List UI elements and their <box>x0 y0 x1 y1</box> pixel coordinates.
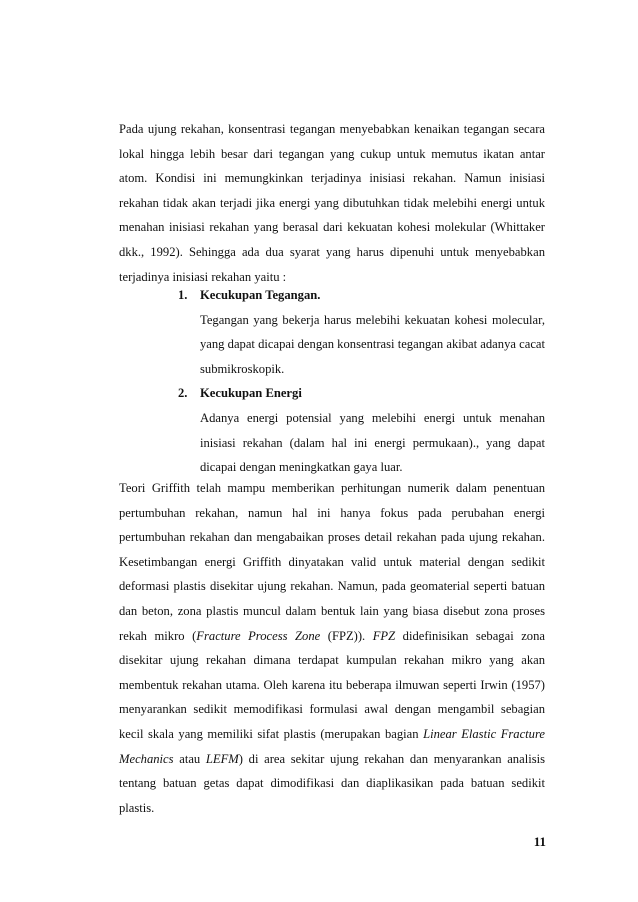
list-item <box>178 283 545 381</box>
list-item-number: 2. <box>178 386 188 401</box>
fpz-term: Fracture Process Zone <box>196 628 321 643</box>
text-run: (FPZ)). <box>320 628 373 643</box>
requirements-list <box>178 283 545 480</box>
text-run: ) di area sekitar ujung rekahan dan menyarankan analisis tentang batuan getas dapat dimodifikasi dan diaplikasikan pada batuan sedikit plastis. <box>119 751 545 815</box>
paragraph-intro: Pada ujung rekahan, konsentrasi tegangan menyebabkan kenaikan tegangan secara lokal hingga lebih besar dari tegangan yang cukup untuk memutus ikatan antar atom. Kondisi ini memungkinkan terjadinya inisiasi rekahan. Namun inisiasi rekahan tidak akan terjadi jika energi yang dibutuhkan tidak melebihi energi untuk menahan inisiasi rekahan yang berasal dari kekuatan kohesi molekular (Whittaker dkk., 1992). Sehingga ada dua syarat yang harus dipenuhi untuk menyebabkan terjadinya inisiasi rekahan yaitu : <box>119 122 545 284</box>
paragraph-griffith <box>119 476 545 820</box>
page-number: 11 <box>533 834 546 849</box>
list-item-number: 1. <box>178 288 188 302</box>
fpz-abbreviation: FPZ <box>372 628 396 643</box>
lefm-abbreviation: LEFM <box>205 751 239 766</box>
list-item-title: Kecukupan Energi <box>200 386 302 401</box>
text-run: atau <box>173 751 206 766</box>
lefm-term: Linear Elastic Fracture Mechanics <box>119 726 545 766</box>
list-item-body: Adanya energi potensial yang melebihi energi untuk menahan inisiasi rekahan (dalam hal ini energi permukaan)., yang dapat dicapai dengan meningkatkan gaya luar. <box>200 410 545 475</box>
text-run: Teori Griffith telah mampu memberikan perhitungan numerik dalam penentuan pertumbuhan rekahan, namun hal ini hanya fokus pada perubahan energi pertumbuhan rekahan dan mengabaikan proses detail rekahan pada ujung rekahan. Kesetimbangan energi Griffith dinyatakan valid untuk material dengan sedikit deformasi plastis disekitar ujung rekahan. Namun, pada geomaterial seperti batuan dan beton, zona plastis muncul dalam bentuk lain yang biasa disebut zona proses rekah mikro ( <box>119 481 545 643</box>
text-run: didefinisikan sebagai zona disekitar ujung rekahan dimana terdapat kumpulan rekahan mikro yang akan membentuk rekahan utama. Oleh karena itu beberapa ilmuwan seperti Irwin (1957) menyarankan sedikit memodifikasi formulasi awal dengan mengambil sebagian kecil skala yang memiliki sifat plastis (merupakan bagian <box>119 628 545 741</box>
list-item-title: Kecukupan Tegangan. <box>200 288 321 302</box>
list-item <box>178 381 545 479</box>
list-item-body: Tegangan yang bekerja harus melebihi kekuatan kohesi molecular, yang dapat dicapai dengan konsentrasi tegangan akibat adanya cacat submikroskopik. <box>200 312 545 376</box>
